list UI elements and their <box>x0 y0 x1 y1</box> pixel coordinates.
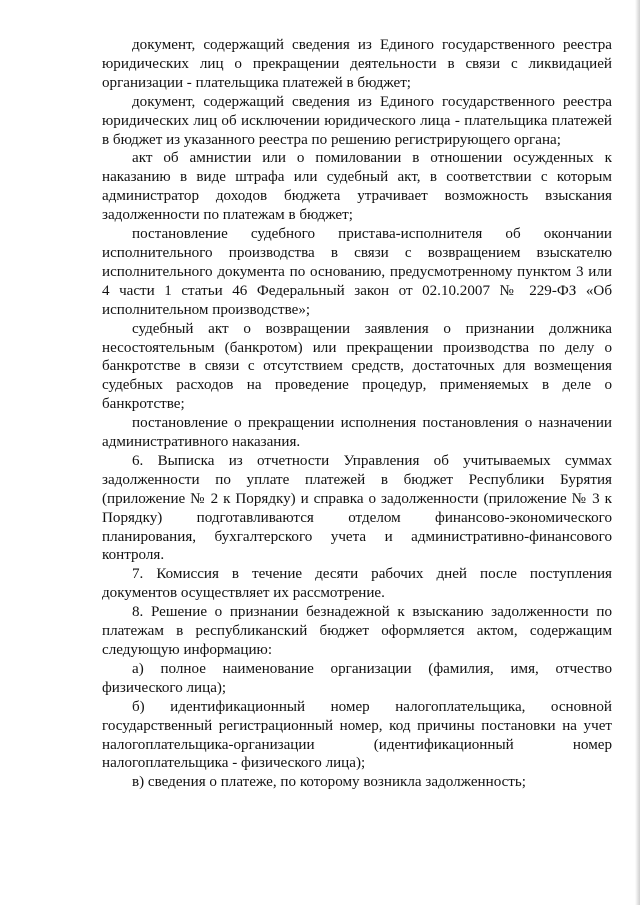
paragraph-amnesty-act: акт об амнистии или о помиловании в отношении осужденных к наказанию в виде штрафа или судебный акт, в соответствии с которым администратор доходов бюджета утрачивает возможность взыскания задолженности по платежам в бюджет; <box>102 150 612 224</box>
paragraph-bailiff-resolution: постановление судебного пристава-исполнителя об окончании исполнительного производства в связи с возвращением взыскателю исполнительного документа по основанию, предусмотренному пунктом 3 или 4 части 1 статьи 46 Федеральный закон от 02.10.2007 № 229-ФЗ «Об исполнительном производстве»; <box>102 226 612 318</box>
paragraph-subitem-a: а) полное наименование организации (фамилия, имя, отчество физического лица); <box>102 660 612 696</box>
paragraph-subitem-b: б) идентификационный номер налогоплательщика, основной государственный регистрационный номер, код причины постановки на учет налогоплательщика-организации (идентификационный номер налогоплательщика - физического лица); <box>102 698 612 772</box>
paragraph-termination-resolution: постановление о прекращении исполнения постановления о назначении административного наказания. <box>102 415 612 451</box>
paragraph-item-8: 8. Решение о признании безнадежной к взысканию задолженности по платежам в республиканский бюджет оформляется актом, содержащим следующую информацию: <box>102 604 612 658</box>
paragraph-egrul-exclusion: документ, содержащий сведения из Единого государственного реестра юридических лиц об исключении юридического лица - плательщика платежей в бюджет из указанного реестра по решению регистрирующего органа; <box>102 93 612 148</box>
document-body <box>102 36 612 792</box>
paragraph-court-act-bankruptcy: судебный акт о возвращении заявления о признании должника несостоятельным (банкротом) или прекращении производства по делу о банкротстве в связи с отсутствием средств, достаточных для возмещения судебных расходов на проведение процедур, применяемых в деле о банкротстве; <box>102 320 612 413</box>
scan-edge-shadow <box>635 0 640 905</box>
paragraph-item-7: 7. Комиссия в течение десяти рабочих дней после поступления документов осуществляет их рассмотрение. <box>102 566 612 602</box>
paragraph-item-6: 6. Выписка из отчетности Управления об учитываемых суммах задолженности по уплате платежей в бюджет Республики Бурятия (приложение № 2 к Порядку) и справка о задолженности (приложение № 3 к Порядку) подготавливаются отделом финансово-экономического планирования, бухгалтерского учета и административно-финансового контроля. <box>102 452 612 564</box>
paragraph-egrul-liquidation: документ, содержащий сведения из Единого государственного реестра юридических лиц о прекращении деятельности в связи с ликвидацией организации - плательщика платежей в бюджет; <box>102 37 612 91</box>
paragraph-subitem-v: в) сведения о платеже, по которому возникла задолженность; <box>132 774 526 791</box>
